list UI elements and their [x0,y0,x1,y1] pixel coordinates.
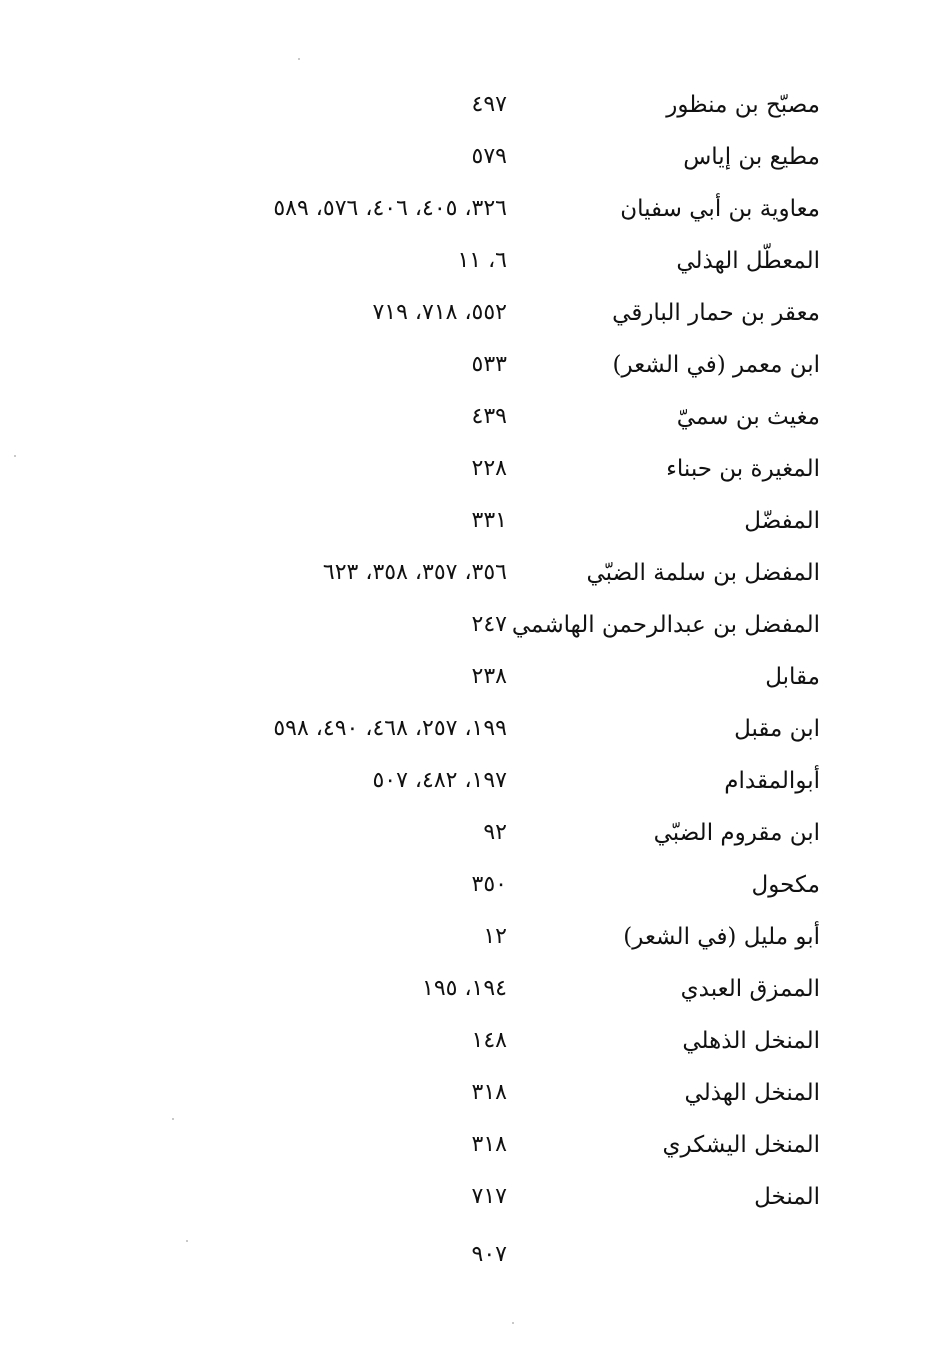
entry-pages: ١٩٩، ٢٥٧، ٤٦٨، ٤٩٠، ٥٩٨ [273,716,507,741]
entry-name: معاوية بن أبي سفيان [620,196,820,222]
index-entry [0,708,950,760]
entry-pages: ٣٢٦، ٤٠٥، ٤٠٦، ٥٧٦، ٥٨٩ [273,196,507,221]
entry-name: أبوالمقدام [724,768,820,794]
paper-speck [14,455,16,457]
entry-name: المنخل اليشكري [662,1132,820,1158]
entry-pages: ٣١٨ [471,1132,507,1157]
entry-name: المفضل بن عبدالرحمن الهاشمي [511,612,820,638]
entry-pages: ٣٣١ [471,508,507,533]
entry-pages: ٣١٨ [471,1080,507,1105]
entry-pages: ٥٧٩ [471,144,507,169]
entry-name: ابن مقبل [734,716,820,742]
entry-pages: ٣٥٦، ٣٥٧، ٣٥٨، ٦٢٣ [322,560,507,585]
index-entry [0,1124,950,1176]
entry-name: مغيث بن سميّ [676,404,820,430]
entry-name: أبو مليل (في الشعر) [623,924,820,950]
entry-pages: ١٩٤، ١٩٥ [422,976,507,1001]
index-entry [0,500,950,552]
entry-pages: ٢٤٧ [471,612,507,637]
entry-name: معقر بن حمار البارقي [612,300,820,326]
index-entry [0,552,950,604]
index-entry [0,188,950,240]
paper-speck [172,1118,174,1120]
entry-pages: ٢٣٨ [471,664,507,689]
entry-pages: ٣٥٠ [471,872,507,897]
entry-name: ابن معمر (في الشعر) [612,352,820,378]
paper-speck [298,58,300,60]
entry-name: المفضّل [744,508,820,534]
entry-pages: ٤٩٧ [471,92,507,117]
entry-pages: ٦، ١١ [457,248,507,273]
index-entry [0,448,950,500]
entry-pages: ٩٢ [483,820,507,845]
index-entry [0,292,950,344]
entry-name: الممزق العبدي [680,976,820,1002]
entry-pages: ٢٢٨ [471,456,507,481]
entry-pages: ٥٥٢، ٧١٨، ٧١٩ [372,300,507,325]
page-number: ٩٠٧ [471,1242,507,1267]
entry-name: مقابل [765,664,820,690]
entry-name: المعطّل الهذلي [676,248,820,274]
index-entry [0,1020,950,1072]
index-entry [0,760,950,812]
index-entry [0,812,950,864]
entry-name: المغيرة بن حبناء [666,456,820,482]
entry-name: المفضل بن سلمة الضبّي [586,560,820,586]
entry-name: المنخل الذهلي [682,1028,820,1054]
entry-pages: ١٩٧، ٤٨٢، ٥٠٧ [372,768,507,793]
index-entry [0,396,950,448]
index-entry [0,1176,950,1228]
entry-name: ابن مقروم الضبّي [653,820,820,846]
index-entry [0,344,950,396]
entry-pages: ١٤٨ [471,1028,507,1053]
paper-speck [186,1240,188,1242]
entry-pages: ٤٣٩ [471,404,507,429]
entry-name: مطيع بن إياس [683,144,820,170]
entry-pages: ٧١٧ [471,1184,507,1209]
entry-name: مصبّح بن منظور [666,92,820,118]
entry-name: المنخل [754,1184,820,1210]
index-entry [0,136,950,188]
index-entry [0,84,950,136]
entry-pages: ١٢ [483,924,507,949]
index-entry [0,240,950,292]
index-list [0,84,950,1228]
index-entry [0,604,950,656]
index-entry [0,656,950,708]
index-entry [0,1072,950,1124]
entry-name: مكحول [751,872,820,898]
entry-pages: ٥٣٣ [471,352,507,377]
entry-name: المنخل الهذلي [684,1080,820,1106]
index-entry [0,968,950,1020]
index-entry [0,916,950,968]
paper-speck [512,1322,514,1324]
index-entry [0,864,950,916]
